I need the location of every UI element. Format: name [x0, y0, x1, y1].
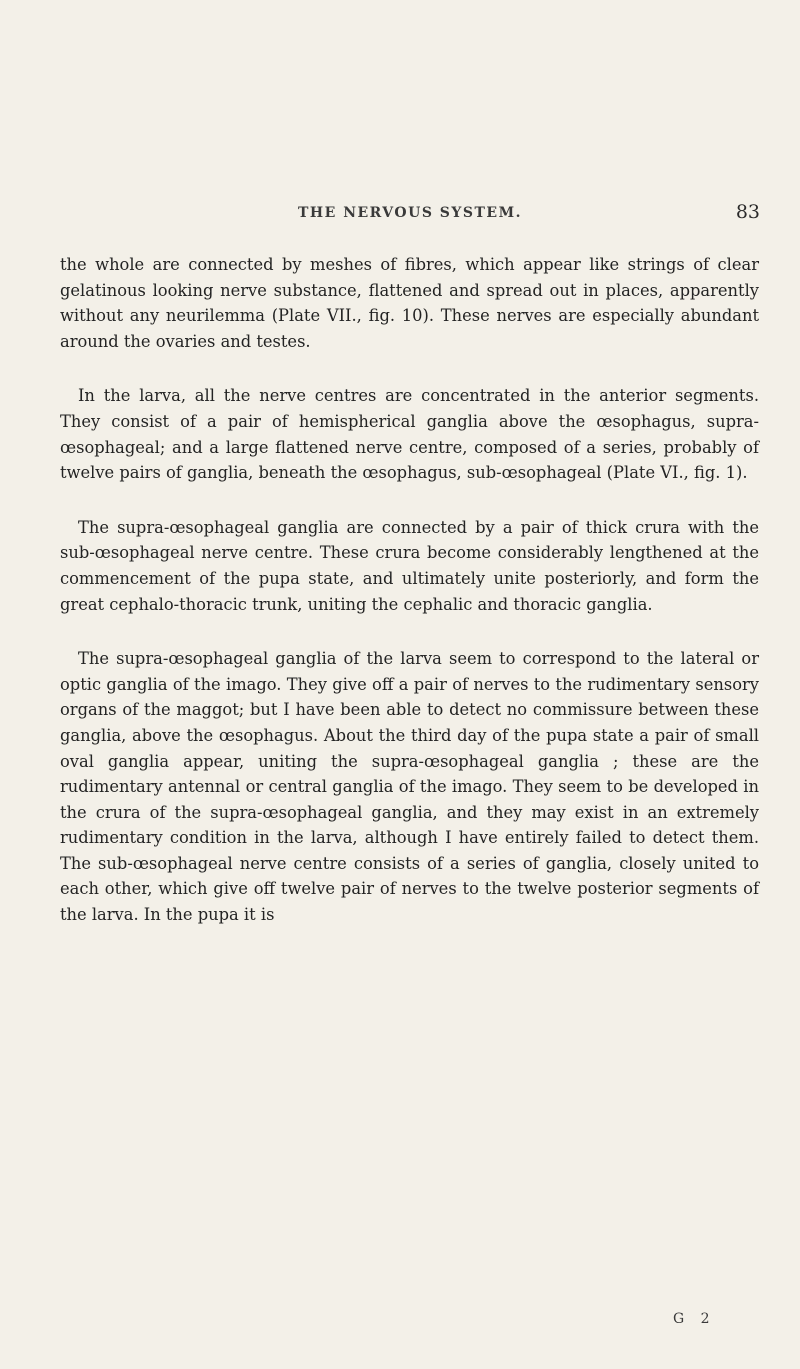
body-text	[60, 252, 759, 928]
signature-mark: G 2	[673, 1311, 716, 1327]
running-header	[60, 201, 760, 229]
page-number: 83	[735, 201, 760, 223]
paragraph: The supra-œsophageal ganglia are connected by a pair of thick crura with the sub-œsophageal nerve centre. These crura become considerably lengthened at the commencement of the pupa state, and ultimately unite posteriorly, and form the great cephalo-thoracic trunk, uniting the cephalic and thoracic ganglia.	[60, 517, 759, 614]
paragraph: the whole are connected by meshes of fibres, which appear like strings of clear gelatinous looking nerve substance, flattened and spread out in places, apparently without any neurilemma (Plate VII., fig. 10). These nerves are especially abundant around the ovaries and testes.	[60, 255, 759, 351]
running-title: THE NERVOUS SYSTEM.	[298, 205, 522, 221]
paragraph: The supra-œsophageal ganglia of the larva seem to correspond to the lateral or optic ganglia of the imago. They give off a pair of nerves to the rudimentary sensory organs of the maggot; but I have been able to detect no commissure between these ganglia, above the œsophagus. About the third day of the pupa state a pair of small oval ganglia appear, uniting the supra-œsophageal ganglia ; these are the rudimentary antennal or central ganglia of the imago. They seem to be developed in the crura of the supra-œsophageal ganglia, and they may exist in an extremely rudimentary condition in the larva, although I have entirely failed to detect them. The sub-œsophageal nerve centre consists of a series of ganglia, closely united to each other, which give off twelve pair of nerves to the twelve posterior segments of the larva. In the pupa it is	[60, 649, 759, 925]
paragraph: In the larva, all the nerve centres are concentrated in the anterior segments. They consist of a pair of hemispherical ganglia above the œsophagus, supra-œsophageal; and a large flattened nerve centre, composed of a series, probably of twelve pairs of ganglia, beneath the œsophagus, sub-œsophageal (Plate VI., fig. 1).	[60, 386, 759, 483]
